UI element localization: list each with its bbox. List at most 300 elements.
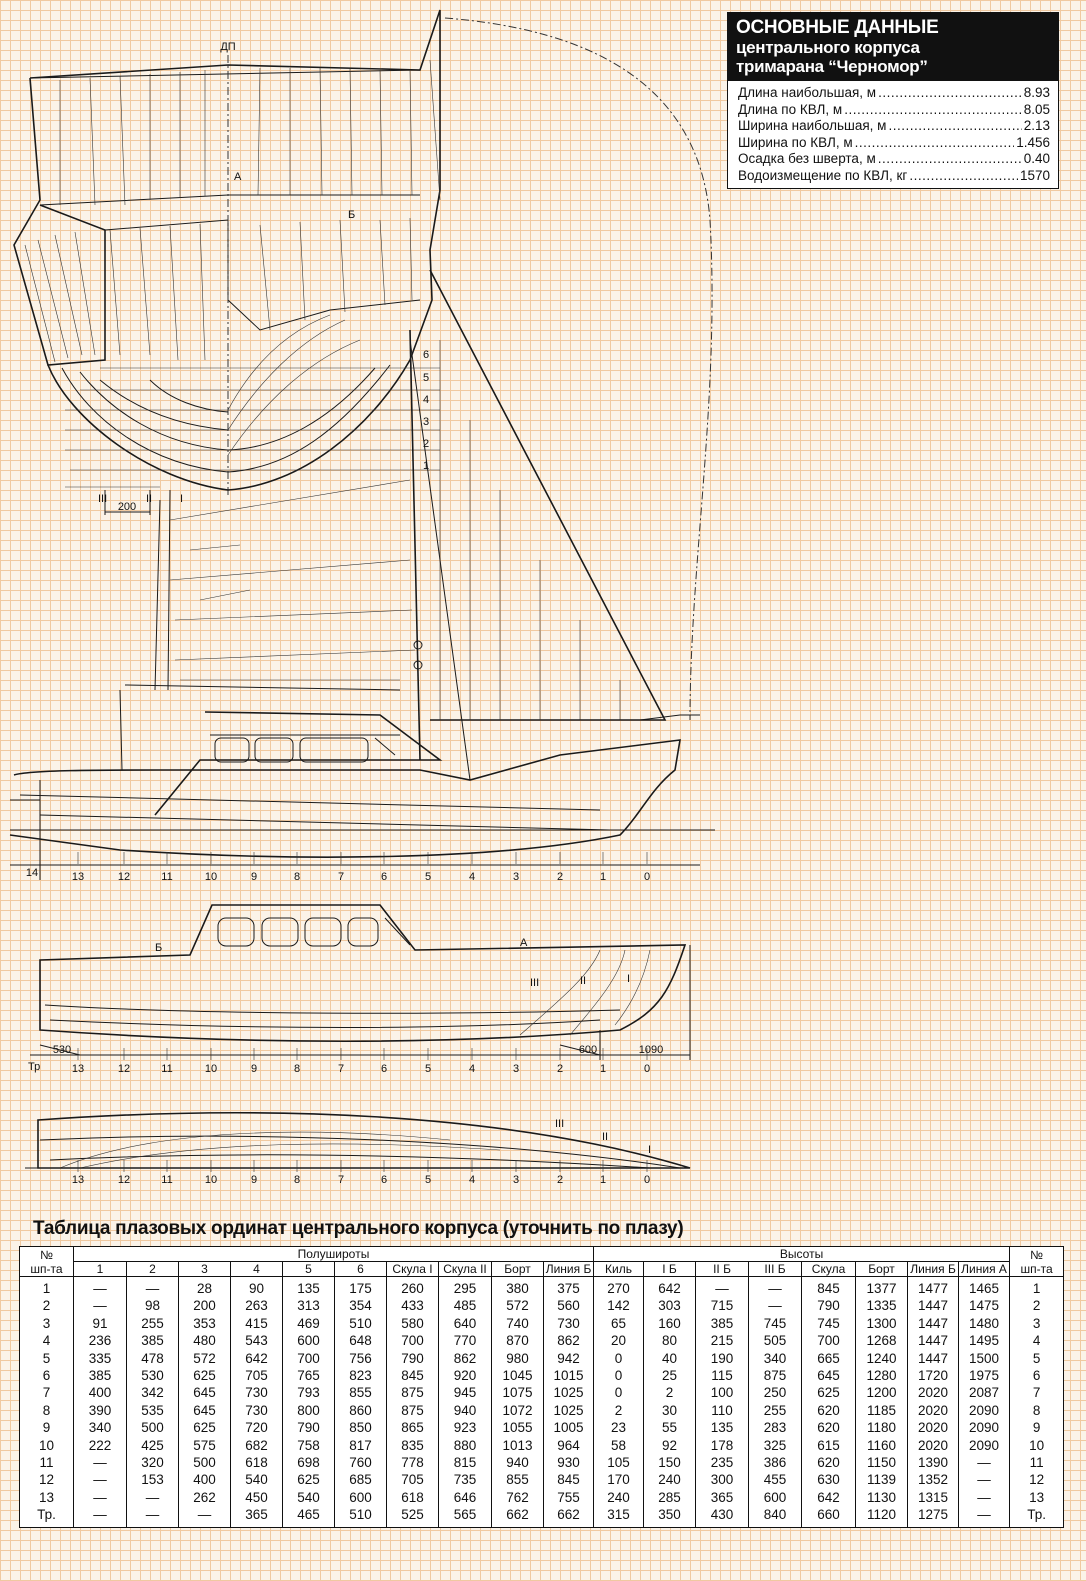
profile-station-4: 4 — [468, 871, 476, 883]
table-cell: 500 — [127, 1419, 179, 1436]
table-cell: 1130 — [856, 1489, 908, 1506]
sail-plan-view — [155, 18, 712, 780]
body-plan-view — [14, 10, 440, 515]
table-cell: 283 — [749, 1419, 802, 1436]
table-cell: 930 — [544, 1454, 594, 1471]
table-cell: 700 — [387, 1332, 439, 1349]
table-cell: 9 — [1010, 1419, 1064, 1436]
table-cell: 315 — [594, 1506, 644, 1527]
table-cell: 1477 — [908, 1277, 959, 1298]
table-cell: 505 — [749, 1332, 802, 1349]
plan-station-0: 0 — [643, 1174, 651, 1186]
table-cell: 2 — [20, 1297, 74, 1314]
table-cell: 7 — [20, 1384, 74, 1401]
table-cell: 480 — [179, 1332, 231, 1349]
plan-station-9: 9 — [250, 1174, 258, 1186]
side-station-11: 11 — [161, 1063, 173, 1075]
table-cell: 2020 — [908, 1437, 959, 1454]
table-cell: 855 — [492, 1471, 544, 1488]
table-cell: — — [74, 1297, 127, 1314]
table-cell: 105 — [594, 1454, 644, 1471]
table-cell: 2090 — [959, 1419, 1010, 1436]
leader-dots — [909, 168, 1018, 185]
main-data-value: 0.40 — [1023, 151, 1050, 166]
table-cell: — — [696, 1277, 749, 1298]
table-cell: — — [74, 1489, 127, 1506]
table-cell: 735 — [439, 1471, 492, 1488]
table-cell: 1055 — [492, 1419, 544, 1436]
buttock-label-ii: II — [146, 493, 153, 505]
table-title: Таблица плазовых ординат центрального корпуса (уточнить по плазу) — [33, 1218, 684, 1239]
table-cell: 540 — [283, 1489, 335, 1506]
table-cell: 240 — [594, 1489, 644, 1506]
table-cell: 9 — [20, 1419, 74, 1436]
plan-station-1: 1 — [599, 1174, 607, 1186]
column-header: Скула — [802, 1262, 856, 1277]
table-cell: 835 — [387, 1437, 439, 1454]
table-cell: 386 — [749, 1454, 802, 1471]
table-cell: 1 — [20, 1277, 74, 1298]
table-cell: — — [74, 1506, 127, 1527]
table-cell: 135 — [696, 1419, 749, 1436]
table-cell: 1072 — [492, 1402, 544, 1419]
label-b-top: Б — [348, 209, 356, 221]
table-cell: 190 — [696, 1350, 749, 1367]
table-cell: 12 — [20, 1471, 74, 1488]
table-cell: 295 — [439, 1277, 492, 1298]
table-cell: 745 — [802, 1315, 856, 1332]
table-cell: 13 — [1010, 1489, 1064, 1506]
table-cell: 790 — [802, 1297, 856, 1314]
table-cell: 8 — [20, 1402, 74, 1419]
side-station-2: 2 — [556, 1063, 564, 1075]
table-cell: 865 — [387, 1419, 439, 1436]
table-cell: 400 — [179, 1471, 231, 1488]
main-data-value: 8.05 — [1023, 101, 1050, 117]
table-cell: 175 — [335, 1277, 387, 1298]
table-cell: 860 — [335, 1402, 387, 1419]
plan-station-2: 2 — [556, 1174, 564, 1186]
table-cell: 642 — [802, 1489, 856, 1506]
side-station-5: 5 — [424, 1063, 432, 1075]
table-cell: 222 — [74, 1437, 127, 1454]
table-cell: 240 — [644, 1471, 696, 1488]
side-station-12: 12 — [117, 1063, 131, 1075]
table-cell: 620 — [802, 1419, 856, 1436]
table-cell: 340 — [749, 1350, 802, 1367]
table-cell: 535 — [127, 1402, 179, 1419]
table-cell: 375 — [544, 1277, 594, 1298]
profile-station-3: 3 — [512, 871, 520, 883]
main-data-row — [738, 85, 1050, 102]
table-cell: 236 — [74, 1332, 127, 1349]
table-cell: 715 — [696, 1297, 749, 1314]
table-cell: 303 — [644, 1297, 696, 1314]
table-cell: 756 — [335, 1350, 387, 1367]
table-cell: 730 — [231, 1402, 283, 1419]
main-data-row — [738, 118, 1050, 135]
main-data-label: Длина наибольшая, м — [738, 85, 877, 100]
column-header: 4 — [231, 1262, 283, 1277]
table-cell: — — [127, 1506, 179, 1527]
main-data-value: 1570 — [1019, 167, 1050, 183]
table-cell: 862 — [544, 1332, 594, 1349]
table-cell: 478 — [127, 1350, 179, 1367]
table-cell: 153 — [127, 1471, 179, 1488]
station-header: № шп-та — [1010, 1247, 1064, 1277]
plan-station-4: 4 — [468, 1174, 476, 1186]
table-cell: 11 — [1010, 1454, 1064, 1471]
waterline-labels — [423, 349, 429, 472]
table-cell: 255 — [127, 1315, 179, 1332]
table-cell: 618 — [387, 1489, 439, 1506]
table-cell: 665 — [802, 1350, 856, 1367]
table-cell: 510 — [335, 1506, 387, 1527]
table-cell: 580 — [387, 1315, 439, 1332]
table-cell: 940 — [492, 1454, 544, 1471]
table-cell: 255 — [749, 1402, 802, 1419]
side-buttock-i: I — [627, 973, 631, 985]
waterline-label-2: 2 — [423, 438, 430, 450]
table-row — [20, 1402, 1064, 1419]
table-cell: 1720 — [908, 1367, 959, 1384]
profile-station-0: 0 — [643, 871, 651, 883]
plan-buttock-iii: III — [555, 1118, 565, 1130]
table-cell: 170 — [594, 1471, 644, 1488]
table-cell: 433 — [387, 1297, 439, 1314]
table-cell: 615 — [802, 1437, 856, 1454]
table-cell: 390 — [74, 1402, 127, 1419]
table-cell: 1390 — [908, 1454, 959, 1471]
table-cell: Тр. — [1010, 1506, 1064, 1527]
table-cell: — — [74, 1277, 127, 1298]
table-cell: 815 — [439, 1454, 492, 1471]
table-cell: 2 — [644, 1384, 696, 1401]
table-cell: 964 — [544, 1437, 594, 1454]
column-header: II Б — [696, 1262, 749, 1277]
plan-station-11: 11 — [161, 1174, 173, 1186]
main-data-row — [738, 151, 1050, 168]
table-cell: 642 — [644, 1277, 696, 1298]
side-station-0: 0 — [643, 1063, 651, 1075]
table-cell: 940 — [439, 1402, 492, 1419]
table-cell: 200 — [179, 1297, 231, 1314]
column-header: Киль — [594, 1262, 644, 1277]
main-data-row — [738, 168, 1050, 185]
table-cell: 765 — [283, 1367, 335, 1384]
main-data-value: 2.13 — [1023, 118, 1050, 133]
table-cell: 2087 — [959, 1384, 1010, 1401]
table-cell: 7 — [1010, 1384, 1064, 1401]
leader-dots — [888, 118, 1021, 135]
heights-header: Высоты — [594, 1247, 1010, 1262]
table-cell: 1447 — [908, 1315, 959, 1332]
plan-station-labels — [72, 1160, 650, 1186]
table-cell: — — [127, 1277, 179, 1298]
table-cell: 98 — [127, 1297, 179, 1314]
table-cell: 730 — [231, 1384, 283, 1401]
table-cell: 705 — [231, 1367, 283, 1384]
table-cell: 1352 — [908, 1471, 959, 1488]
table-cell: 2090 — [959, 1437, 1010, 1454]
table-cell: 762 — [492, 1489, 544, 1506]
table-cell: 755 — [544, 1489, 594, 1506]
table-cell: 770 — [439, 1332, 492, 1349]
table-cell: 235 — [696, 1454, 749, 1471]
table-cell: 3 — [1010, 1315, 1064, 1332]
table-row — [20, 1350, 1064, 1367]
table-cell: 13 — [20, 1489, 74, 1506]
table-cell: 2 — [594, 1402, 644, 1419]
table-cell: 730 — [544, 1315, 594, 1332]
table-cell: 0 — [594, 1367, 644, 1384]
table-cell: 875 — [387, 1402, 439, 1419]
table-cell: 55 — [644, 1419, 696, 1436]
table-cell: 4 — [1010, 1332, 1064, 1349]
side-buttock-iii: III — [530, 977, 540, 989]
table-cell: 425 — [127, 1437, 179, 1454]
main-data-header — [728, 13, 1058, 81]
table-cell: 0 — [594, 1384, 644, 1401]
table-cell: 640 — [439, 1315, 492, 1332]
table-cell: 845 — [802, 1277, 856, 1298]
table-cell: 5 — [1010, 1350, 1064, 1367]
table-cell: 720 — [231, 1419, 283, 1436]
table-cell: 1500 — [959, 1350, 1010, 1367]
table-cell: 648 — [335, 1332, 387, 1349]
table-cell: 705 — [387, 1471, 439, 1488]
table-cell: 400 — [74, 1384, 127, 1401]
table-cell: 325 — [749, 1437, 802, 1454]
table-cell: 1139 — [856, 1471, 908, 1488]
table-cell: — — [179, 1506, 231, 1527]
table-cell: 700 — [283, 1350, 335, 1367]
table-cell: 1025 — [544, 1402, 594, 1419]
table-row — [20, 1419, 1064, 1436]
table-cell: 980 — [492, 1350, 544, 1367]
table-cell: 660 — [802, 1506, 856, 1527]
table-cell: 300 — [696, 1471, 749, 1488]
table-cell: 6 — [1010, 1367, 1064, 1384]
column-header: III Б — [749, 1262, 802, 1277]
table-cell: 875 — [387, 1384, 439, 1401]
table-cell: 790 — [387, 1350, 439, 1367]
table-cell: 215 — [696, 1332, 749, 1349]
table-row — [20, 1367, 1064, 1384]
table-row — [20, 1315, 1064, 1332]
table-cell: 1150 — [856, 1454, 908, 1471]
side-station-9: 9 — [250, 1063, 258, 1075]
profile-station-13: 13 — [71, 871, 85, 883]
table-cell: 178 — [696, 1437, 749, 1454]
table-cell: 862 — [439, 1350, 492, 1367]
table-cell: 335 — [74, 1350, 127, 1367]
table-cell: — — [127, 1489, 179, 1506]
profile-station-7: 7 — [337, 871, 345, 883]
table-cell: 90 — [231, 1277, 283, 1298]
column-header: 5 — [283, 1262, 335, 1277]
table-cell: 1025 — [544, 1384, 594, 1401]
main-data-subtitle-1: центрального корпуса — [736, 38, 920, 57]
table-cell: 0 — [594, 1350, 644, 1367]
table-cell: — — [749, 1277, 802, 1298]
half-breadths-header: Полуширoты — [74, 1247, 594, 1262]
column-header: Борт — [856, 1262, 908, 1277]
column-header: 3 — [179, 1262, 231, 1277]
table-cell: — — [959, 1471, 1010, 1488]
plan-station-13: 13 — [71, 1174, 85, 1186]
plan-station-7: 7 — [337, 1174, 345, 1186]
waterline-label-1: 1 — [423, 460, 430, 472]
side-station-4: 4 — [468, 1063, 476, 1075]
table-cell: 923 — [439, 1419, 492, 1436]
column-header: 1 — [74, 1262, 127, 1277]
column-header: I Б — [644, 1262, 696, 1277]
table-cell: 682 — [231, 1437, 283, 1454]
label-dp: ДП — [220, 41, 236, 53]
half-breadth-plan-view — [25, 1113, 690, 1186]
plan-station-12: 12 — [117, 1174, 131, 1186]
table-cell: 260 — [387, 1277, 439, 1298]
table-cell: 1185 — [856, 1402, 908, 1419]
table-cell: 1280 — [856, 1367, 908, 1384]
table-cell: 625 — [179, 1367, 231, 1384]
table-cell: 23 — [594, 1419, 644, 1436]
table-cell: 600 — [335, 1489, 387, 1506]
table-cell: 365 — [696, 1489, 749, 1506]
table-cell: 92 — [644, 1437, 696, 1454]
table-cell: 4 — [20, 1332, 74, 1349]
table-cell: 620 — [802, 1402, 856, 1419]
table-cell: 1495 — [959, 1332, 1010, 1349]
table-cell: 620 — [802, 1454, 856, 1471]
table-cell: 12 — [1010, 1471, 1064, 1488]
column-header: Линия Б — [544, 1262, 594, 1277]
table-cell: 575 — [179, 1437, 231, 1454]
table-cell: 525 — [387, 1506, 439, 1527]
table-cell: 1013 — [492, 1437, 544, 1454]
table-cell: 430 — [696, 1506, 749, 1527]
plan-station-3: 3 — [512, 1174, 520, 1186]
table-cell: 1200 — [856, 1384, 908, 1401]
column-header: Линия А — [959, 1262, 1010, 1277]
table-cell: 646 — [439, 1489, 492, 1506]
table-cell: 270 — [594, 1277, 644, 1298]
side-station-1: 1 — [599, 1063, 607, 1075]
table-cell: 1075 — [492, 1384, 544, 1401]
table-cell: 1180 — [856, 1419, 908, 1436]
plan-buttock-ii: II — [602, 1131, 609, 1143]
table-cell: 845 — [544, 1471, 594, 1488]
table-cell: 455 — [749, 1471, 802, 1488]
table-cell: 135 — [283, 1277, 335, 1298]
table-cell: 530 — [127, 1367, 179, 1384]
table-cell: 1975 — [959, 1367, 1010, 1384]
table-cell: 385 — [696, 1315, 749, 1332]
table-cell: 870 — [492, 1332, 544, 1349]
table-cell: 540 — [231, 1471, 283, 1488]
table-cell: 662 — [544, 1506, 594, 1527]
table-cell: 625 — [179, 1419, 231, 1436]
main-data-row — [738, 102, 1050, 119]
label-a-top: А — [234, 171, 242, 183]
table-cell: 645 — [179, 1402, 231, 1419]
plan-station-10: 10 — [204, 1174, 218, 1186]
table-cell: 600 — [749, 1489, 802, 1506]
table-cell: 945 — [439, 1384, 492, 1401]
table-cell: 1120 — [856, 1506, 908, 1527]
main-data-label: Водоизмещение по КВЛ, кг — [738, 167, 908, 183]
table-cell: 115 — [696, 1367, 749, 1384]
side-station-13: 13 — [71, 1063, 85, 1075]
table-cell: 645 — [802, 1367, 856, 1384]
profile-station-2: 2 — [556, 871, 564, 883]
table-cell: 618 — [231, 1454, 283, 1471]
profile-station-9: 9 — [250, 871, 258, 883]
table-cell: 823 — [335, 1367, 387, 1384]
table-cell: 758 — [283, 1437, 335, 1454]
table-cell: 565 — [439, 1506, 492, 1527]
side-station-labels — [72, 1048, 650, 1075]
table-cell: 58 — [594, 1437, 644, 1454]
table-cell: 350 — [644, 1506, 696, 1527]
table-cell: 1335 — [856, 1297, 908, 1314]
table-cell: 1045 — [492, 1367, 544, 1384]
buttock-label-iii: III — [98, 493, 108, 505]
offsets-table — [19, 1246, 1064, 1528]
table-cell: 500 — [179, 1454, 231, 1471]
table-cell: 320 — [127, 1454, 179, 1471]
table-cell: 1315 — [908, 1489, 959, 1506]
table-cell: 543 — [231, 1332, 283, 1349]
table-cell: 642 — [231, 1350, 283, 1367]
table-cell: 160 — [644, 1315, 696, 1332]
station-label-14: 14 — [25, 867, 39, 879]
table-cell: 2020 — [908, 1384, 959, 1401]
profile-station-6: 6 — [380, 871, 388, 883]
main-data-title: ОСНОВНЫЕ ДАННЫЕ — [736, 17, 939, 38]
table-cell: 110 — [696, 1402, 749, 1419]
profile-station-5: 5 — [424, 871, 432, 883]
table-cell: 1015 — [544, 1367, 594, 1384]
table-cell: 745 — [749, 1315, 802, 1332]
table-cell: 700 — [802, 1332, 856, 1349]
buttock-label-i: I — [180, 493, 184, 505]
table-cell: 40 — [644, 1350, 696, 1367]
leader-dots — [844, 102, 1022, 119]
table-row — [20, 1506, 1064, 1527]
table-cell: 10 — [1010, 1437, 1064, 1454]
plan-buttock-i: I — [648, 1144, 652, 1156]
table-cell: 1480 — [959, 1315, 1010, 1332]
label-tr: Тр — [28, 1061, 41, 1073]
table-cell: 1377 — [856, 1277, 908, 1298]
plan-station-8: 8 — [293, 1174, 301, 1186]
table-cell: 5 — [20, 1350, 74, 1367]
table-cell: 685 — [335, 1471, 387, 1488]
table-cell: — — [74, 1471, 127, 1488]
table-cell: 572 — [179, 1350, 231, 1367]
table-cell: 142 — [594, 1297, 644, 1314]
profile-station-10: 10 — [204, 871, 218, 883]
table-cell: Тр. — [20, 1506, 74, 1527]
side-view-hull — [28, 905, 690, 1075]
table-cell: 560 — [544, 1297, 594, 1314]
table-cell: 1447 — [908, 1297, 959, 1314]
table-cell: 662 — [492, 1506, 544, 1527]
table-cell: 817 — [335, 1437, 387, 1454]
main-data-label: Ширина по КВЛ, м — [738, 134, 853, 150]
